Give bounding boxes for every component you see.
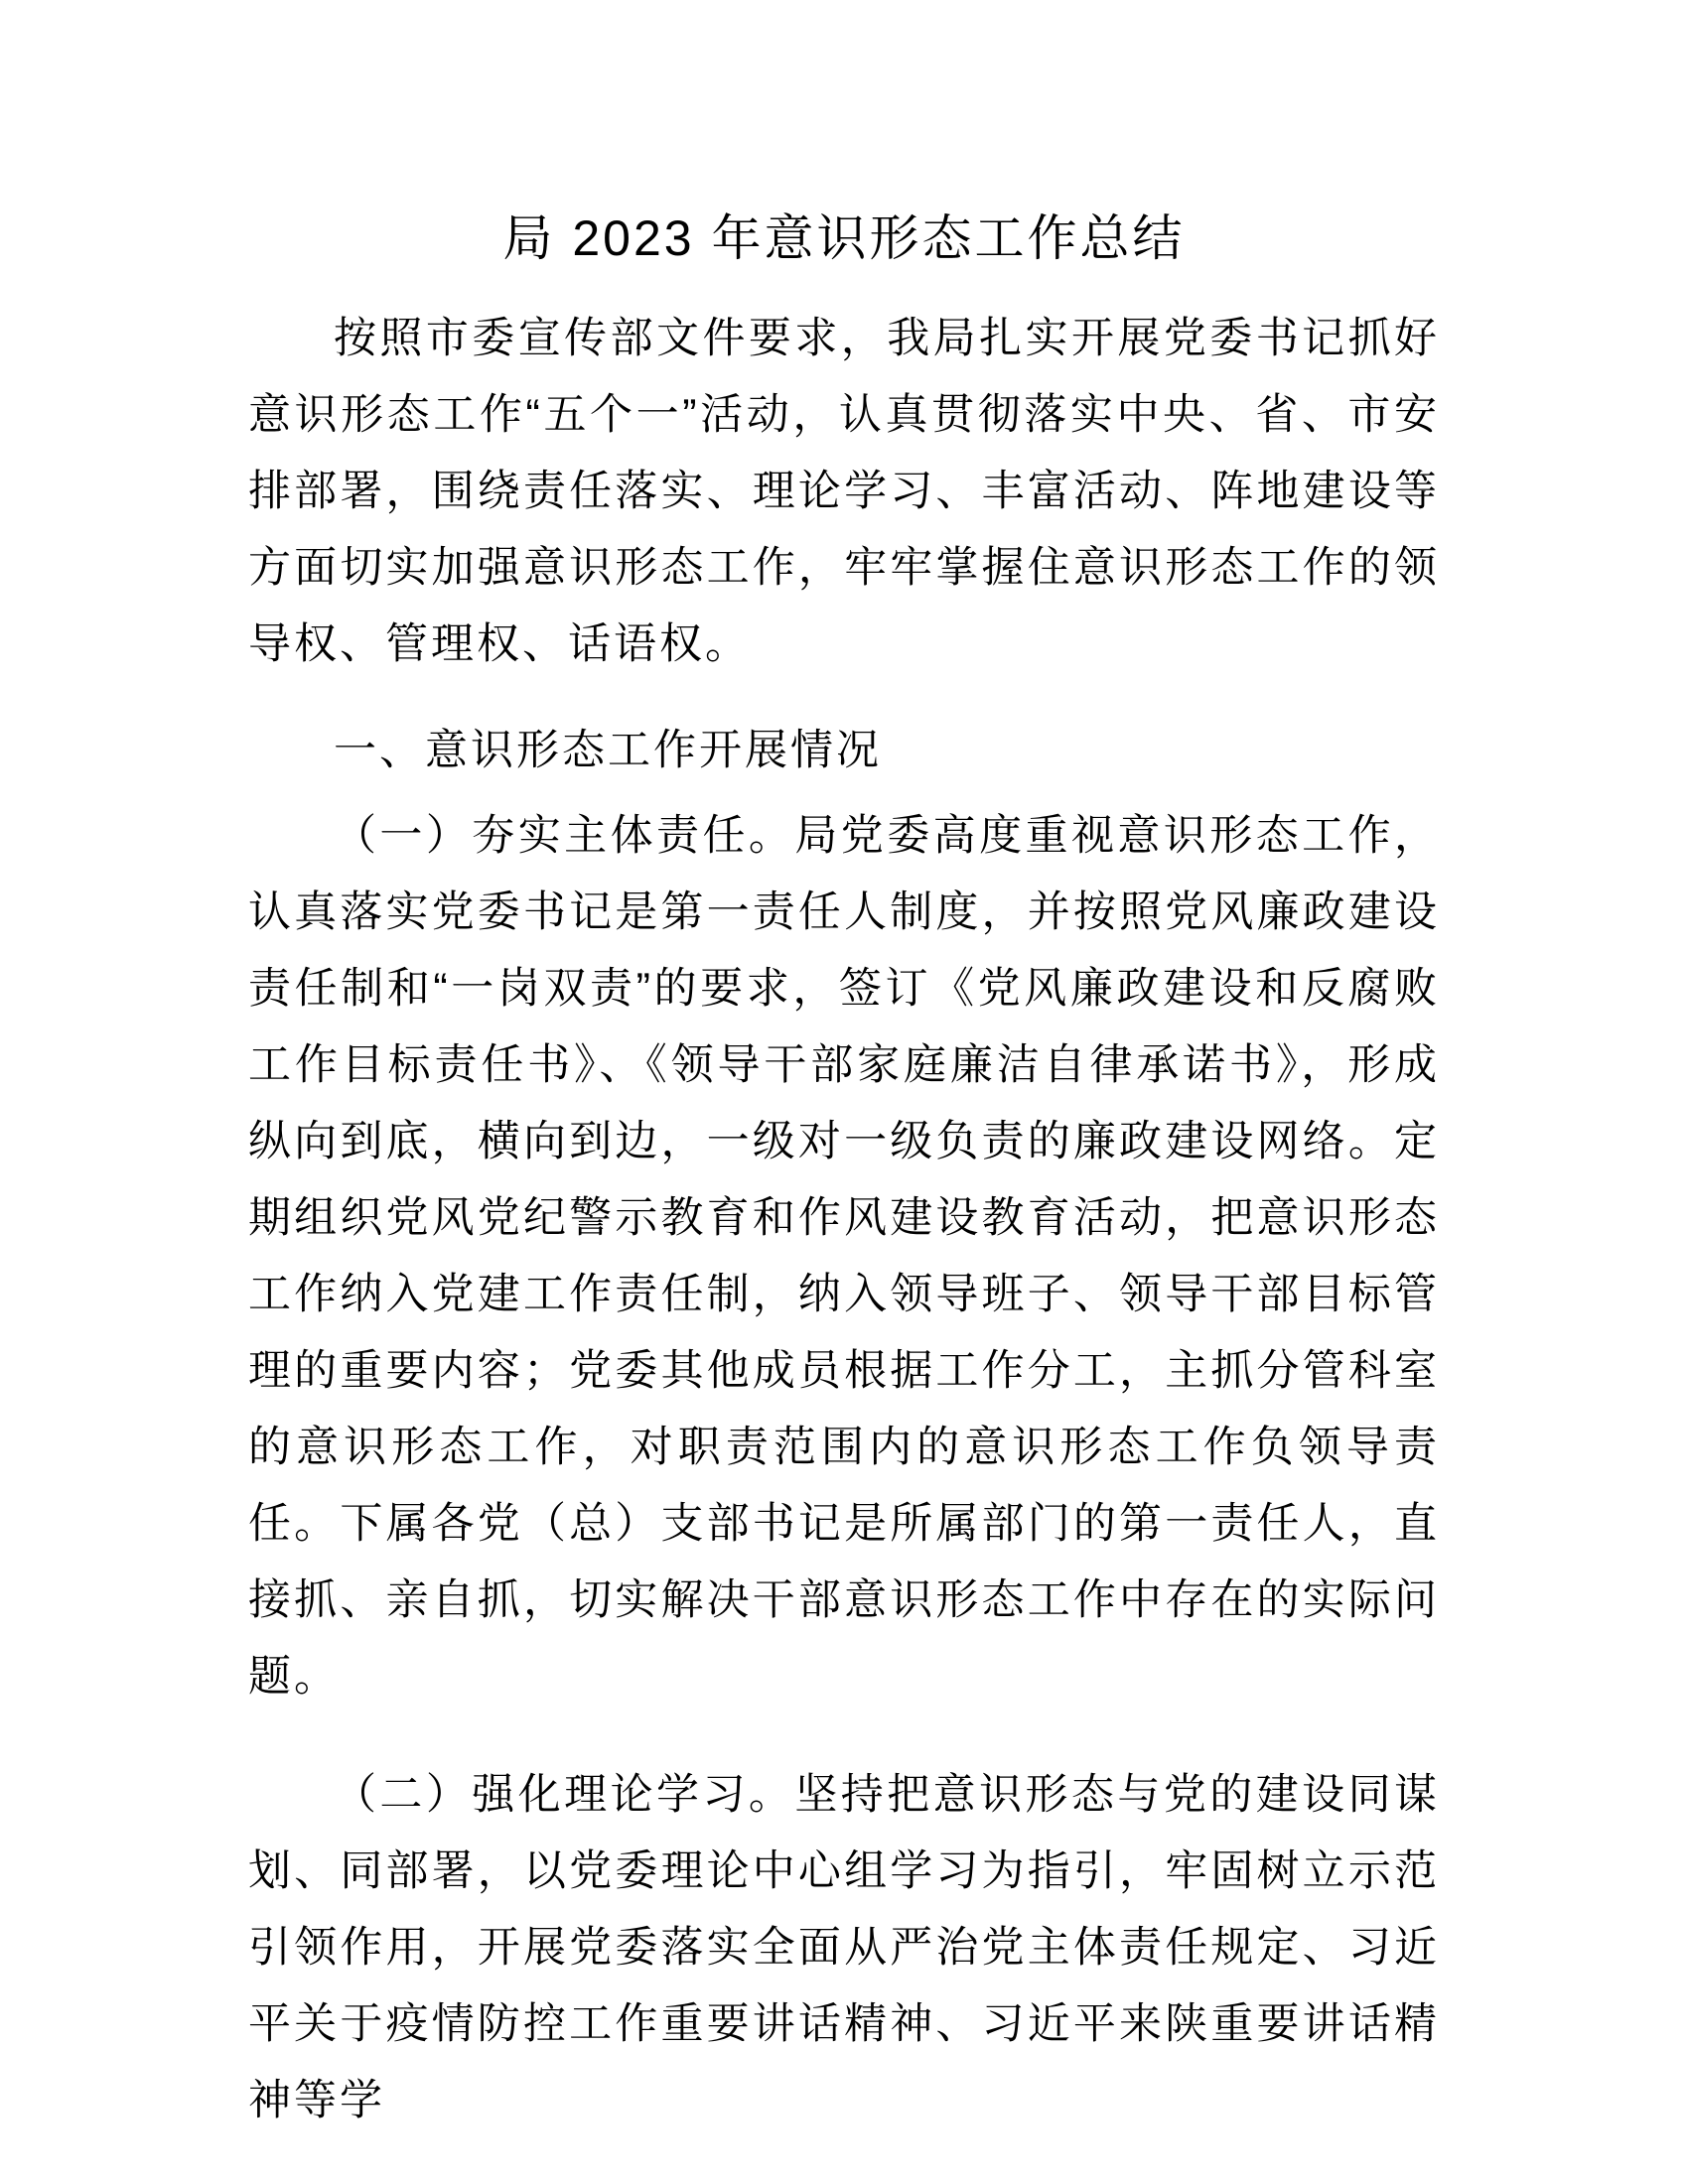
section-heading-1: 一、意识形态工作开展情况 — [334, 727, 882, 774]
document-title: 局 2023 年意识形态工作总结 — [502, 210, 1186, 266]
paragraph-section-1-item-1: （一）夯实主体责任。局党委高度重视意识形态工作，认真落实党委书记是第一责任人制度，并按照党风廉政建设责任制和“一岗双责”的要求，签订《党风廉政建设和反腐败工作目标责任书》、《领导干部家庭廉洁自律承诺书》，形成纵向到底，横向到边，一级对一级负责的廉政建设网络。定期组织党风党纪警示教育和作风建设教育活动，把意识形态工作纳入党建工作责任制，纳入领导班子、领导干部目标管理的重要内容；党委其他成员根据工作分工，主抓分管科室的意识形态工作，对职责范围内的意识形态工作负领导责任。下属各党（总）支部书记是所属部门的第一责任人，直接抓、亲自抓，切实解决干部意识形态工作中存在的实际问题。 — [248, 812, 1440, 1701]
paragraph-section-1-item-2: （二）强化理论学习。坚持把意识形态与党的建设同谋划、同部署，以党委理论中心组学习为指引，牢固树立示范引领作用，开展党委落实全面从严治党主体责任规定、习近平关于疫情防控工作重要讲话精神、习近平来陕重要讲话精神等学 — [248, 1771, 1440, 2124]
paragraph-intro: 按照市委宣传部文件要求，我局扎实开展党委书记抓好意识形态工作“五个一”活动，认真贯彻落实中央、省、市安排部署，围绕责任落实、理论学习、丰富活动、阵地建设等方面切实加强意识形态工作，牢牢掌握住意识形态工作的领导权、管理权、话语权。 — [248, 315, 1440, 668]
